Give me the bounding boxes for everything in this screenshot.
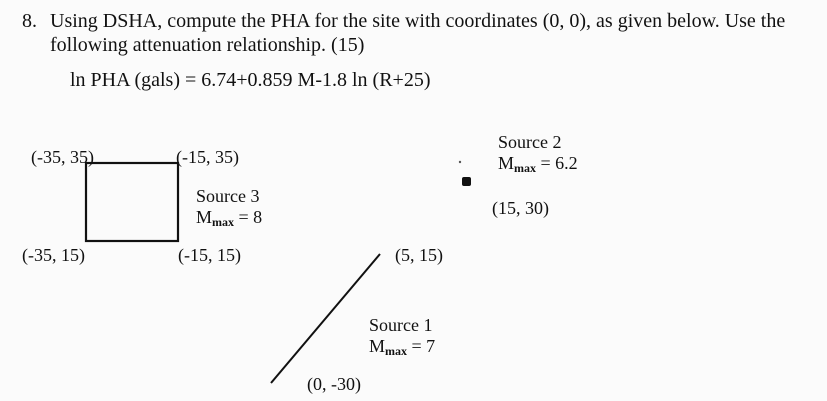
source2-mmax-sub: max (514, 161, 537, 175)
source1-mmax-prefix: M (369, 336, 386, 356)
source3-corner-bottom-right: (-15, 15) (178, 245, 241, 265)
source1-end-top: (5, 15) (395, 245, 443, 265)
source2-dot (459, 161, 461, 163)
attenuation-equation: ln PHA (gals) = 6.74+0.859 M-1.8 ln (R+25) (70, 69, 431, 91)
source3-name: Source 3 (196, 186, 260, 206)
source3-corner-top-left: (-35, 35) (31, 147, 94, 167)
source2-point-marker (462, 177, 471, 186)
question-number: 8. (22, 10, 37, 32)
question-text-line2: following attenuation relationship. (15) (50, 34, 365, 56)
source3-mmax (196, 207, 262, 232)
source3-mmax-value: = 8 (238, 207, 263, 227)
source3-corner-bottom-left: (-35, 15) (22, 245, 85, 265)
source3-area-rectangle (86, 163, 178, 241)
source2-mmax-value: = 6.2 (540, 153, 578, 173)
source3-mmax-prefix: M (196, 207, 213, 227)
question-text-line1: Using DSHA, compute the PHA for the site with coordinates (0, 0), as given below. Use the (50, 10, 786, 32)
source2-name: Source 2 (498, 132, 562, 152)
source1-fault-line (271, 254, 380, 383)
source1-mmax-value: = 7 (411, 336, 436, 356)
source1-mmax (369, 336, 435, 361)
source2-coord: (15, 30) (492, 198, 549, 218)
source2-mmax-prefix: M (498, 153, 515, 173)
source2-mmax (498, 153, 578, 178)
source1-mmax-sub: max (385, 344, 408, 358)
source3-mmax-sub: max (212, 215, 235, 229)
source1-end-bottom: (0, -30) (307, 374, 361, 394)
source3-corner-top-right: (-15, 35) (176, 147, 239, 167)
source1-name: Source 1 (369, 315, 433, 335)
